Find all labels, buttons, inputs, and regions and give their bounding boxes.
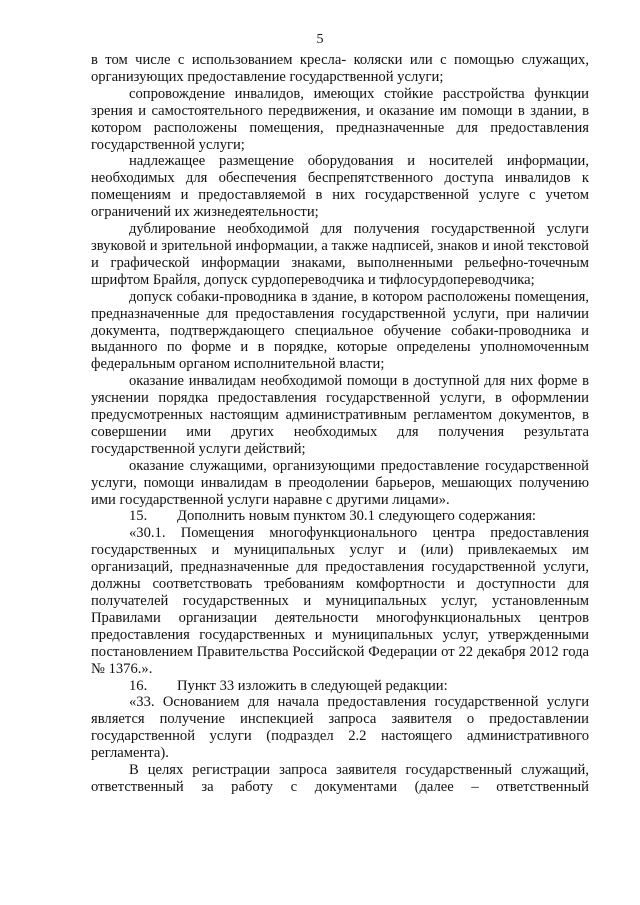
item-text: Дополнить новым пунктом 30.1 следующего содержания: <box>177 508 536 525</box>
paragraph: сопровождение инвалидов, имеющих стойкие расстройства функции зрения и самостоятельного передвижения, и оказание им помощи в здании, в котором расположены помещения, предназначенные для предоставления государственной услуги; <box>91 85 589 153</box>
item-number: 15. <box>129 508 148 525</box>
paragraph: «30.1. Помещения многофункционального центра предоставления государственных и муниципальных услуг и (или) привлекаемых им организаций, предназначенные для предоставления государственной услуги, должны соответствовать требованиям комфортности и доступности для получателей государственных и муниципальных услуг, установленным Правилами организации деятельности многофункциональных центров предоставления государственных и муниципальных услуг, утвержденными постановлением Правительства Российской Федерации от 22 декабря 2012 года № 1376.». <box>91 525 589 677</box>
paragraph: допуск собаки-проводника в здание, в котором расположены помещения, предназначенные для предоставления государственной услуги, при наличии документа, подтверждающего специальное обучение собаки-проводника и выданного по форме и в порядке, которые определены уполномоченным федеральным органом исполнительной власти; <box>91 288 589 373</box>
paragraph: «33. Основанием для начала предоставления государственной услуги является получение инспекцией запроса заявителя о предоставлении государственной услуги (подраздел 2.2 настоящего административного регламента). <box>91 694 589 762</box>
paragraph: надлежащее размещение оборудования и носителей информации, необходимых для обеспечения беспрепятственного доступа инвалидов к помещениям и предоставляемой в них государственной услуге с учетом ограничений их жизнедеятельности; <box>91 153 589 221</box>
paragraph: В целях регистрации запроса заявителя государственный служащий, ответственный за работу с документами (далее – ответственный <box>91 762 589 795</box>
paragraph: оказание служащими, организующими предоставление государственной услуги, помощи инвалидам в преодолении барьеров, мешающих получению ими государственной услуги наравне с другими лицами». <box>91 457 589 508</box>
paragraph: дублирование необходимой для получения государственной услуги звуковой и зрительной информации, а также надписей, знаков и иной текстовой и графической информации знаками, выполненными рельефно-точечным шрифтом Брайля, допуск сурдопереводчика и тифлосурдопереводчика; <box>91 221 589 288</box>
paragraph: в том числе с использованием кресла- коляски или с помощью служащих, организующих предоставление государственной услуги; <box>91 52 589 85</box>
item-number: 16. <box>129 677 148 694</box>
page-number: 5 <box>316 32 324 47</box>
item-text: Пункт 33 изложить в следующей редакции: <box>177 677 448 694</box>
numbered-paragraph <box>91 678 589 695</box>
paragraph: оказание инвалидам необходимой помощи в доступной для них форме в уяснении порядка предоставления государственной услуги, в оформлении предусмотренных настоящим административным регламентом документов, в совершении ими других необходимых для получения результата государственной услуги действий; <box>91 373 589 457</box>
document-body <box>91 52 589 796</box>
numbered-paragraph <box>91 508 589 525</box>
